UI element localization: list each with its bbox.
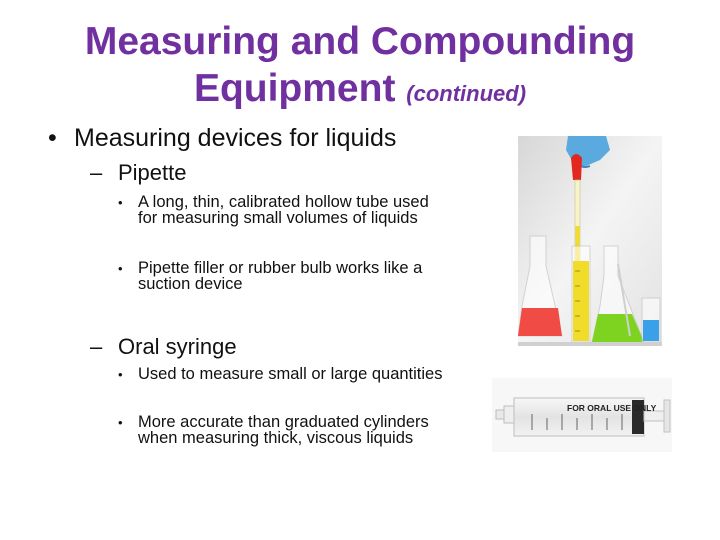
bullet-pipette <box>90 160 187 186</box>
bullet-dot-icon: • <box>118 415 123 430</box>
dash-icon: – <box>90 160 103 185</box>
bullet-syringe-point-1 <box>118 366 448 383</box>
syringe-heading: Oral syringe <box>118 334 237 359</box>
bullet-dot-icon: • <box>48 124 57 152</box>
syringe-label: FOR ORAL USE ONLY <box>567 403 657 413</box>
title-line-2 <box>40 65 680 117</box>
bullet-pipette-point-2 <box>118 260 448 292</box>
syringe-point-2-text: More accurate than graduated cylinders when measuring thick, viscous liquids <box>138 413 429 447</box>
pipette-lab-image <box>518 136 662 346</box>
bullet-syringe-point-2 <box>118 414 448 446</box>
pipette-point-1-text: A long, thin, calibrated hollow tube used for measuring small volumes of liquids <box>138 193 429 227</box>
pipette-heading: Pipette <box>118 160 187 185</box>
bullet-syringe <box>90 334 237 360</box>
bullet-dot-icon: • <box>118 195 123 210</box>
dash-icon: – <box>90 334 103 359</box>
bullet-main <box>48 124 396 153</box>
oral-syringe-image <box>492 378 672 452</box>
title-main: Equipment <box>193 67 396 110</box>
pipette-point-2-text: Pipette filler or rubber bulb works like a suction device <box>138 259 423 293</box>
bullet-dot-icon: • <box>118 367 123 382</box>
title-line-1: Measuring and Compounding <box>84 20 636 63</box>
bullet-main-text: Measuring devices for liquids <box>74 124 397 152</box>
bullet-pipette-point-1 <box>118 194 448 226</box>
bullet-dot-icon: • <box>118 261 123 276</box>
syringe-point-1-text: Used to measure small or large quantities <box>138 365 443 383</box>
title-suffix: (continued) <box>406 81 527 106</box>
slide-title <box>40 18 680 117</box>
